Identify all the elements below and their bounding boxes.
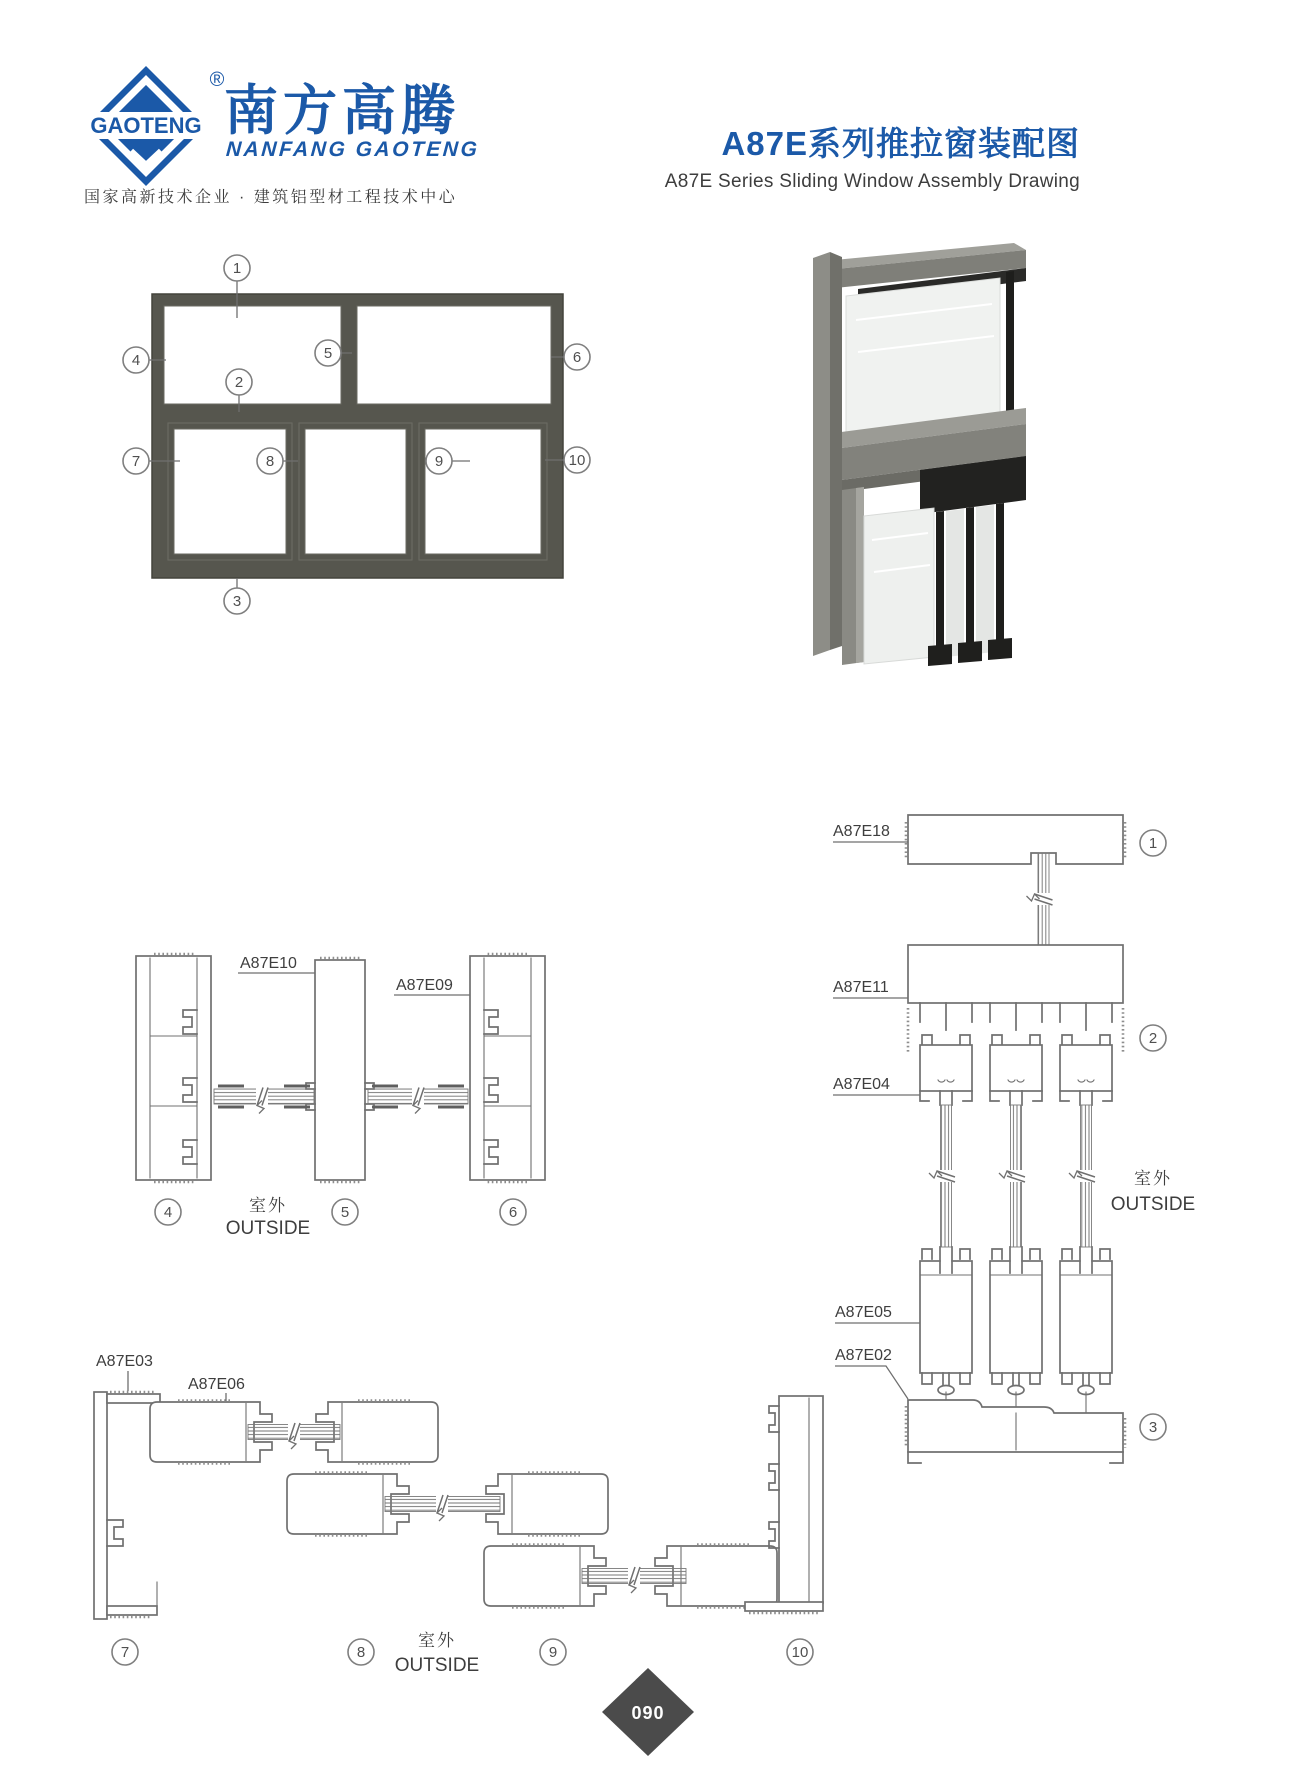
sash-top-profile [1060, 1035, 1112, 1105]
jamb-profile-left [136, 954, 211, 1182]
sash-bottom-profile [920, 1247, 972, 1395]
page-title-en: A87E Series Sliding Window Assembly Drawing [664, 171, 1080, 192]
outside-label-cn: 室外 [1134, 1169, 1172, 1188]
elevation-callout-5 [315, 340, 341, 366]
svg-text:8: 8 [265, 453, 275, 470]
section-vertical-right [833, 815, 1195, 1463]
svg-text:10: 10 [568, 452, 586, 469]
company-name-en: NANFANG GAOTENG [225, 138, 481, 161]
svg-text:6: 6 [572, 349, 582, 366]
sash-top-profile [990, 1035, 1042, 1105]
elevation-callout-1 [224, 255, 250, 281]
profile-label-a87e18: A87E18 [833, 823, 890, 840]
outside-label-cn: 室外 [418, 1631, 456, 1650]
outside-label-en: OUTSIDE [225, 1218, 311, 1239]
section-bottom-callout-7 [112, 1639, 138, 1665]
elevation-callout-2 [226, 369, 252, 395]
profile-label-a87e02: A87E02 [835, 1347, 892, 1364]
section-horizontal-top [136, 954, 545, 1239]
svg-text:8: 8 [356, 1644, 366, 1661]
section-bottom-callout-9 [540, 1639, 566, 1665]
section-horizontal-bottom [94, 1353, 823, 1676]
elevation-callout-9 [426, 448, 452, 474]
profile-label-a87e06: A87E06 [188, 1376, 245, 1393]
profile-label-a87e09: A87E09 [396, 977, 453, 994]
page-title-cn: A87E系列推拉窗装配图 [721, 125, 1080, 162]
svg-text:7: 7 [131, 453, 141, 470]
outside-label-cn: 室外 [249, 1196, 287, 1215]
outside-label-en: OUTSIDE [1110, 1194, 1196, 1215]
elevation-callout-8 [257, 448, 283, 474]
sash-bottom-profile [990, 1247, 1042, 1395]
section-right-callout-3 [1140, 1414, 1166, 1440]
svg-text:1: 1 [1148, 835, 1158, 852]
iso-profile-view [813, 243, 1026, 666]
svg-text:10: 10 [791, 1644, 809, 1661]
svg-text:3: 3 [232, 593, 242, 610]
interlock-profile [306, 958, 374, 1182]
svg-text:6: 6 [508, 1204, 518, 1221]
svg-text:4: 4 [131, 352, 141, 369]
svg-text:2: 2 [1148, 1030, 1158, 1047]
svg-text:9: 9 [548, 1644, 558, 1661]
svg-text:2: 2 [234, 374, 244, 391]
registered-mark: ® [209, 69, 225, 91]
jamb-profile-right [470, 954, 545, 1182]
svg-text:9: 9 [434, 453, 444, 470]
svg-text:3: 3 [1148, 1419, 1158, 1436]
sash-top-profile [920, 1035, 972, 1105]
profile-label-a87e11: A87E11 [833, 979, 889, 996]
section-right-callout-1 [1140, 830, 1166, 856]
section-top-callout-4 [155, 1199, 181, 1225]
svg-text:5: 5 [340, 1204, 350, 1221]
logo-wordmark: GAOTENG [90, 113, 202, 138]
elevation-callout-7 [123, 448, 149, 474]
svg-text:1: 1 [232, 260, 242, 277]
sill-profile [906, 1392, 1125, 1463]
company-name-cn: 南方高腾 [224, 81, 460, 141]
sash-profile [486, 1473, 608, 1536]
profile-label-a87e05: A87E05 [835, 1304, 892, 1321]
transom-profile [908, 945, 1123, 1052]
svg-text:4: 4 [163, 1204, 173, 1221]
section-bottom-callout-10 [787, 1639, 813, 1665]
section-top-callout-6 [500, 1199, 526, 1225]
elevation-callout-10 [564, 447, 590, 473]
sash-bottom-profile [1060, 1247, 1112, 1395]
section-right-callout-2 [1140, 1025, 1166, 1051]
profile-label-a87e10: A87E10 [240, 955, 297, 972]
profile-label-a87e03: A87E03 [96, 1353, 153, 1370]
elevation-drawing [123, 255, 590, 614]
svg-text:5: 5 [323, 345, 333, 362]
profile-label-a87e04: A87E04 [833, 1076, 890, 1093]
head-frame-profile [906, 815, 1125, 864]
svg-text:7: 7 [120, 1644, 130, 1661]
elevation-callout-6 [564, 344, 590, 370]
section-top-callout-5 [332, 1199, 358, 1225]
section-bottom-callout-8 [348, 1639, 374, 1665]
elevation-callout-4 [123, 347, 149, 373]
elevation-callout-3 [224, 588, 250, 614]
page-number: 090 [631, 1703, 665, 1723]
page-number-badge [602, 1668, 694, 1756]
company-tagline: 国家高新技术企业 · 建筑铝型材工程技术中心 [84, 189, 458, 206]
outside-label-en: OUTSIDE [394, 1655, 480, 1676]
